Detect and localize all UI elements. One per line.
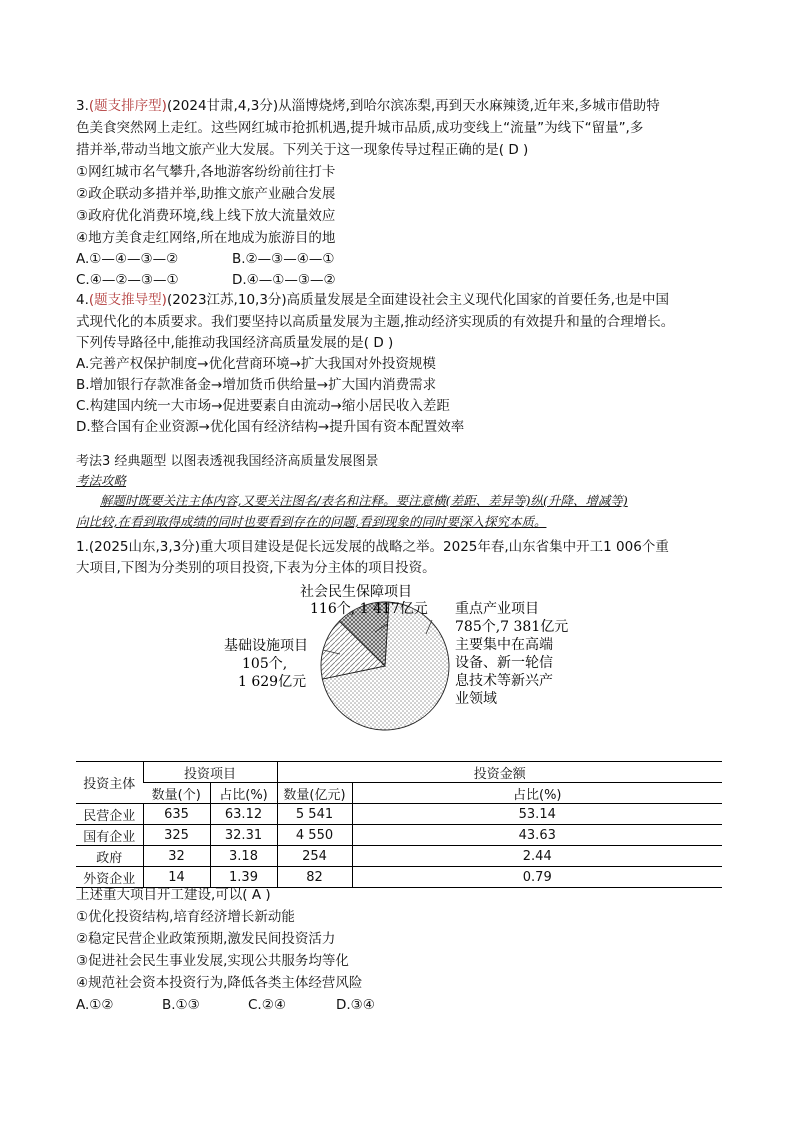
cell-share: 32.31 xyxy=(210,825,277,846)
cell-money: 5 541 xyxy=(277,804,352,825)
cell-money: 4 550 xyxy=(277,825,352,846)
cell-subject: 民营企业 xyxy=(76,804,143,825)
q3-option-b: B.②—③—④—① xyxy=(232,251,335,267)
label-infra-amount: 1 629亿元 xyxy=(238,674,307,690)
q3-stem-text: (2024甘肃,4,3分)从淄博烧烤,到哈尔滨冻梨,再到天水麻辣烫,近年来,多城市借助特 xyxy=(166,98,660,114)
section-heading: 考法3 经典题型 以图表透视我国经济高质量发展图景 xyxy=(76,454,379,469)
header-money: 数量(亿元) xyxy=(277,783,352,804)
q3-item-3: ③政府优化消费环境,线上线下放大流量效应 xyxy=(76,208,336,224)
cell-share: 63.12 xyxy=(210,804,277,825)
q4-option-c: C.构建国内统一大市场→促进要素自由流动→缩小居民收入差距 xyxy=(76,398,450,414)
cell-share: 1.39 xyxy=(210,867,277,888)
table-header-row xyxy=(76,762,722,783)
cell-subject: 政府 xyxy=(76,846,143,867)
cell-count: 635 xyxy=(143,804,210,825)
q3-item-1: ①网红城市名气攀升,各地游客纷纷前往打卡 xyxy=(76,164,336,180)
q1-item-4: ④规范社会资本投资行为,降低各类主体经营风险 xyxy=(76,975,363,991)
q3-item-2: ②政企联动多措并举,助推文旅产业融合发展 xyxy=(76,186,336,202)
project-investment-pie-chart xyxy=(190,582,610,742)
q1-option-c: C.②④ xyxy=(248,997,286,1013)
header-amount: 投资金额 xyxy=(277,762,722,783)
cell-share: 3.18 xyxy=(210,846,277,867)
q1-item-1: ①优化投资结构,培育经济增长新动能 xyxy=(76,909,295,925)
investment-subject-table xyxy=(76,761,722,888)
q1-stem-line1: 1.(2025山东,3,3分)重大项目建设是促长远发展的战略之举。2025年春,山东省集中开工1 006个重 xyxy=(76,539,669,555)
label-industry-note-3: 息技术等新兴产 xyxy=(455,673,553,689)
table-row xyxy=(76,846,722,867)
q1-item-2: ②稳定民营企业政策预期,激发民间投资活力 xyxy=(76,931,336,947)
q4-stem-text: (2023江苏,10,3分)高质量发展是全面建设社会主义现代化国家的首要任务,也是中国 xyxy=(166,292,669,308)
q1-option-a: A.①② xyxy=(76,997,114,1013)
q4-type-tag: (题支推导型) xyxy=(88,292,167,308)
cell-count: 32 xyxy=(143,846,210,867)
q4-option-d: D.整合国有企业资源→优化国有经济结构→提升国有资本配置效率 xyxy=(76,419,465,435)
cell-money: 82 xyxy=(277,867,352,888)
header-count: 数量(个) xyxy=(143,783,210,804)
q4-stem-line2: 式现代化的本质要求。我们要坚持以高质量发展为主题,推动经济实现质的有效提升和量的合理增长。 xyxy=(76,314,675,330)
q3-options-row1 xyxy=(76,249,334,269)
table-row xyxy=(76,804,722,825)
q1-option-d: D.③④ xyxy=(336,997,375,1013)
label-infra-name: 基础设施项目 xyxy=(224,638,308,654)
q3-stem-line2: 色美食突然网上走红。这些网红城市抢抓机遇,提升城市品质,成功变线上“流量”为线下“留量”,多 xyxy=(76,120,644,136)
header-share: 占比(%) xyxy=(210,783,277,804)
label-industry-note-1: 主要集中在高端 xyxy=(455,637,553,653)
strategy-line2: 向比较,在看到取得成绩的同时也要看到存在的问题,看到现象的同时要深入探究本质。 xyxy=(76,514,547,529)
q3-option-d: D.④—①—③—② xyxy=(232,272,336,288)
cell-money: 254 xyxy=(277,846,352,867)
label-infra-count: 105个, xyxy=(242,656,288,672)
q4-stem-line3: 下列传导路径中,能推动我国经济高质量发展的是( D ) xyxy=(76,335,394,351)
cell-money-share: 53.14 xyxy=(352,804,722,825)
table-row xyxy=(76,825,722,846)
label-industry-name: 重点产业项目 xyxy=(455,601,539,617)
cell-money-share: 43.63 xyxy=(352,825,722,846)
q4-number: 4. xyxy=(76,292,89,308)
label-social-name: 社会民生保障项目 xyxy=(300,584,412,600)
label-industry-note-4: 业领域 xyxy=(455,691,497,707)
q3-item-4: ④地方美食走红网络,所在地成为旅游目的地 xyxy=(76,230,336,246)
label-social-value: 116个, 1 417亿元 xyxy=(310,601,428,617)
q4-stem-line1 xyxy=(76,290,669,310)
strategy-label: 考法攻略 xyxy=(76,473,127,488)
q3-number: 3. xyxy=(76,98,89,114)
label-industry-value: 785个,7 381亿元 xyxy=(455,619,569,635)
q4-option-a: A.完善产权保护制度→优化营商环境→扩大我国对外投资规模 xyxy=(76,356,436,372)
q1-item-3: ③促进社会民生事业发展,实现公共服务均等化 xyxy=(76,953,349,969)
q3-stem-line1 xyxy=(76,96,660,116)
table-subheader-row xyxy=(76,783,722,804)
cell-money-share: 0.79 xyxy=(352,867,722,888)
cell-subject: 国有企业 xyxy=(76,825,143,846)
header-projects: 投资项目 xyxy=(143,762,277,783)
q1-question: 上述重大项目开工建设,可以( A ) xyxy=(76,887,271,903)
q3-type-tag: (题支排序型) xyxy=(88,98,167,114)
q3-option-c: C.④—②—③—① xyxy=(76,272,179,288)
q1-option-b: B.①③ xyxy=(162,997,200,1013)
label-industry-note-2: 设备、新一轮信 xyxy=(455,655,553,671)
cell-subject: 外资企业 xyxy=(76,867,143,888)
cell-count: 325 xyxy=(143,825,210,846)
q3-stem-line3: 措并举,带动当地文旅产业大发展。下列关于这一现象传导过程正确的是( D ) xyxy=(76,142,529,158)
cell-money-share: 2.44 xyxy=(352,846,722,867)
cell-count: 14 xyxy=(143,867,210,888)
header-subject: 投资主体 xyxy=(76,762,143,804)
header-money-share: 占比(%) xyxy=(352,783,722,804)
strategy-line1: 解题时既要关注主体内容,又要关注图名/表名和注释。要注意横(差距、差异等)纵(升降、增减等) xyxy=(100,493,628,508)
q4-option-b: B.增加银行存款准备金→增加货币供给量→扩大国内消费需求 xyxy=(76,377,437,393)
q1-options xyxy=(76,995,375,1015)
q1-stem-line2: 大项目,下图为分类别的项目投资,下表为分主体的项目投资。 xyxy=(76,560,436,576)
q3-options-row2 xyxy=(76,270,336,290)
q3-option-a: A.①—④—③—② xyxy=(76,251,179,267)
